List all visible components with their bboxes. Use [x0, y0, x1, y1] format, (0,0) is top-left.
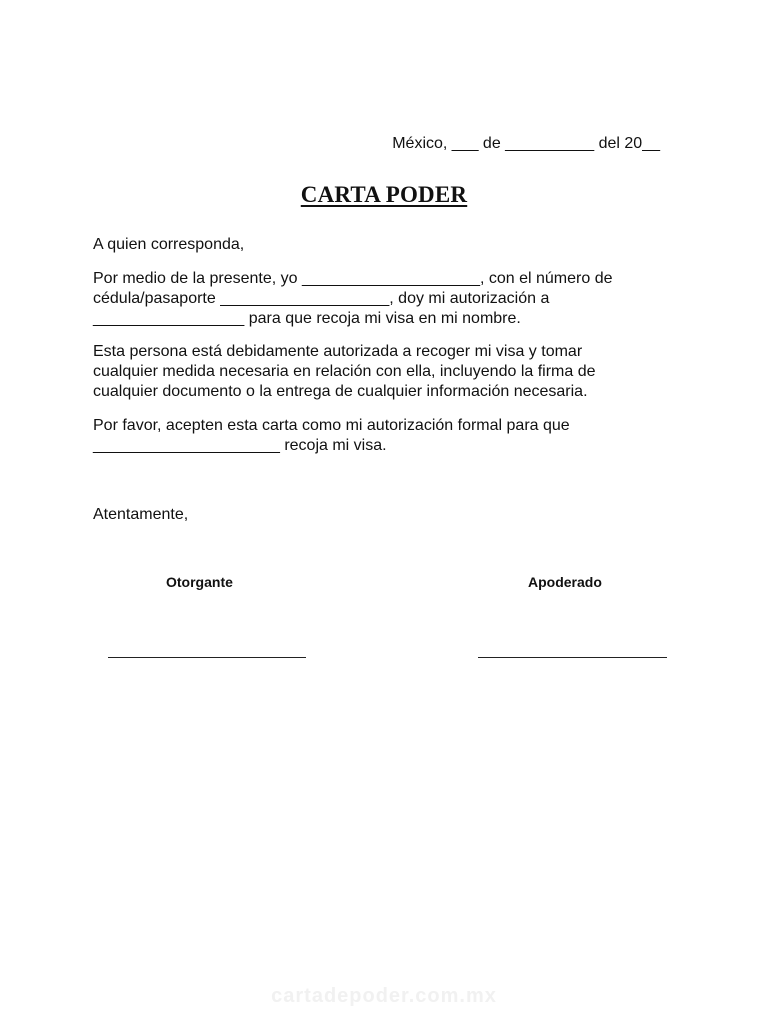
- otorgante-label: Otorgante: [166, 574, 233, 590]
- paragraph-line: Esta persona está debidamente autorizada a recoger mi visa y tomar: [93, 343, 583, 360]
- paragraph-line: _________________ para que recoja mi visa en mi nombre.: [93, 310, 521, 327]
- paragraph-request: [93, 416, 683, 456]
- greeting: [93, 235, 683, 255]
- document-title: CARTA PODER: [300, 182, 468, 207]
- paragraph-line: cédula/pasaporte ___________________, doy mi autorización a: [93, 290, 550, 307]
- greeting-text: A quien corresponda,: [93, 236, 245, 253]
- date-line: México, ___ de __________ del 20__: [392, 135, 660, 152]
- paragraph-line: _____________________ recoja mi visa.: [93, 437, 387, 454]
- watermark: cartadepoder.com.mx: [271, 985, 497, 1007]
- paragraph-authorization: [93, 269, 683, 329]
- apoderado-signature-line: [478, 657, 667, 658]
- closing: [93, 505, 683, 525]
- paragraph-line: Por favor, acepten esta carta como mi autorización formal para que: [93, 417, 570, 434]
- paragraph-line: cualquier medida necesaria en relación con ella, incluyendo la firma de: [93, 363, 596, 380]
- otorgante-signature-line: [108, 657, 306, 658]
- paragraph-scope: [93, 342, 683, 402]
- paragraph-line: Por medio de la presente, yo ____________________, con el número de: [93, 270, 613, 287]
- paragraph-line: cualquier documento o la entrega de cualquier información necesaria.: [93, 383, 588, 400]
- apoderado-label: Apoderado: [528, 574, 602, 590]
- closing-text: Atentamente,: [93, 506, 189, 523]
